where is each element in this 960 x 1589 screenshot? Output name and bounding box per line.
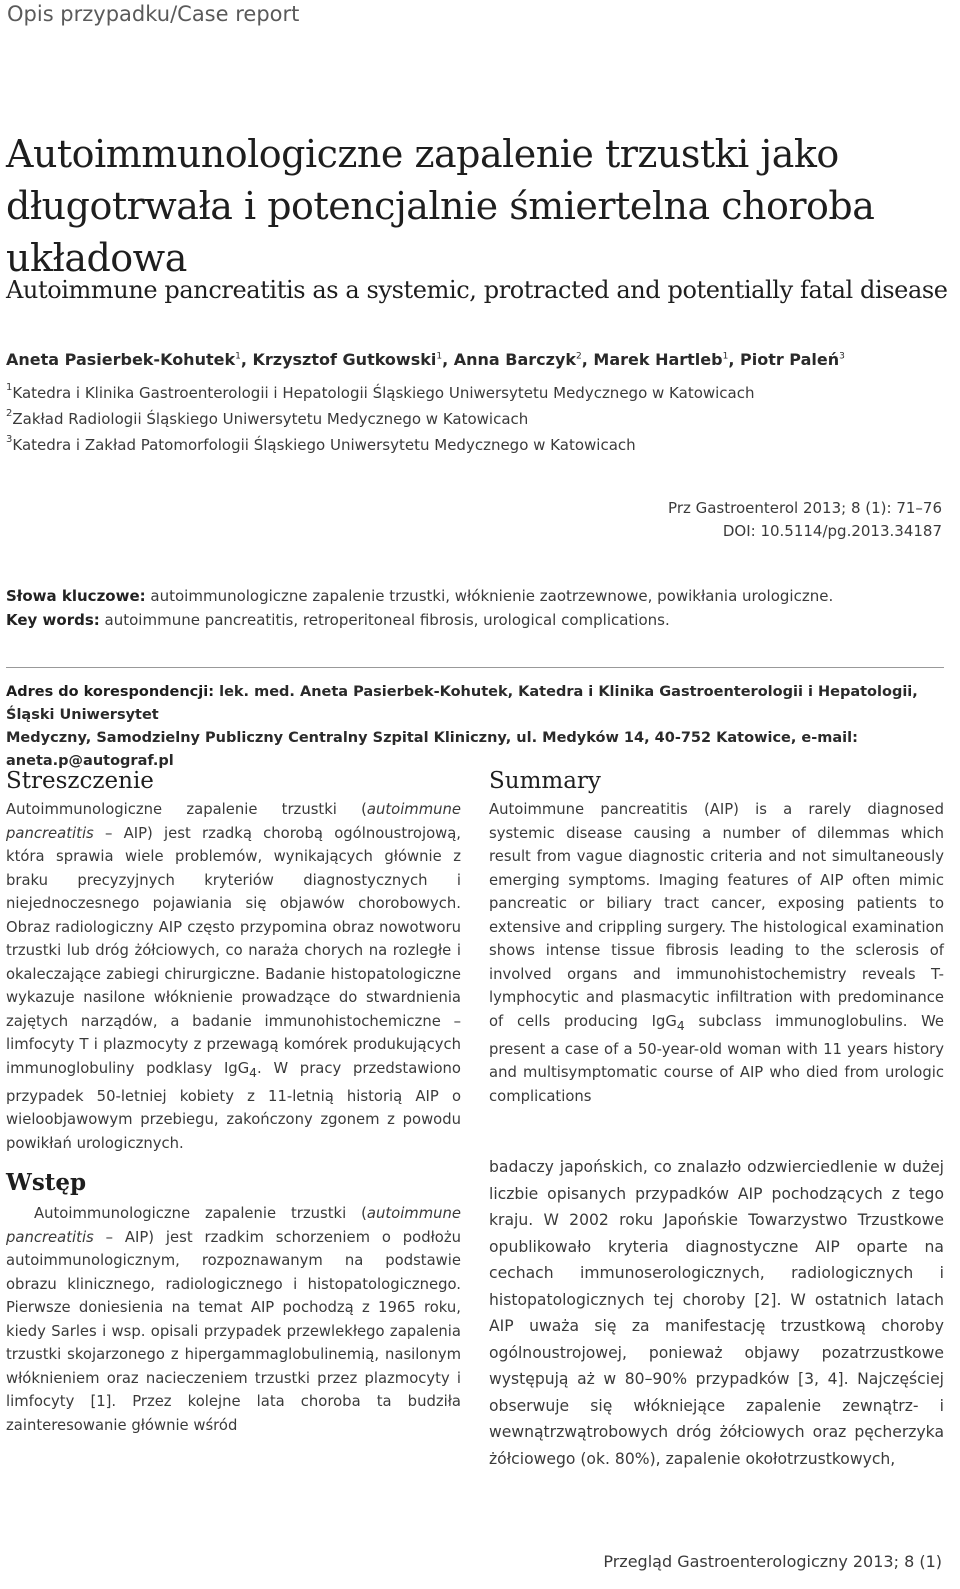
abstract-pl	[6, 768, 461, 1155]
keywords-en	[6, 611, 670, 629]
affiliation-number: 2	[6, 408, 13, 419]
divider	[6, 667, 944, 668]
intro-paragraph-continued: badaczy japońskich, co znalazło odzwierciedlenie w dużej liczbie opisanych przypadków AIP pochodzących z tego kraju. W 2002 roku Japońskie Towarzystwo Trzustkowe opublikowało kryteria diagnostyczne AIP oparte na cechach immunoserologicznych, radiologicznych i histopatologicznych tej choroby [2]. W ostatnich latach AIP uważa się za manifestację trzustkową choroby ogólnoustrojowej, ponieważ objawy pozatrzustkowe występują aż w 80–90% przypadków [3, 4]. Najczęściej obserwuje się włókniejące zapalenie zewnątrz- i wewnątrzwątrobowych dróg żółciowych oraz pęcherzyka żółciowego (ok. 80%), zapalenie okołotrzustkowych,	[489, 1158, 944, 1468]
summary-heading: Summary	[489, 768, 601, 794]
affiliation	[6, 384, 755, 402]
correspondence-text: lek. med. Aneta Pasierbek-Kohutek, Katedra i Klinika Gastroenterologii i Hepatologii, Śląski Uniwersytet	[6, 684, 918, 723]
author-separator: ,	[728, 350, 740, 369]
abstract-heading: Streszczenie	[6, 768, 154, 794]
author-affiliation-mark: 2	[576, 351, 582, 362]
affiliation-text: Zakład Radiologii Śląskiego Uniwersytetu Medycznego w Katowicach	[12, 410, 529, 428]
author-separator: ,	[442, 350, 454, 369]
abstract-en	[489, 768, 944, 1108]
author-separator: ,	[240, 350, 253, 369]
article-title-pl	[6, 128, 906, 284]
author-affiliation-mark: 1	[722, 351, 729, 362]
keywords-label: Key words:	[6, 611, 100, 629]
keywords-text: autoimmune pancreatitis, retroperitoneal fibrosis, urological complications.	[104, 611, 670, 629]
doi-link[interactable]: DOI: 10.5114/pg.2013.34187	[722, 522, 942, 540]
journal-citation: Prz Gastroenterol 2013; 8 (1): 71–76	[668, 499, 942, 517]
page-footer: Przegląd Gastroenterologiczny 2013; 8 (1)	[603, 1552, 942, 1571]
keywords-label: Słowa kluczowe:	[6, 587, 146, 605]
title-line: Autoimmunologiczne zapalenie trzustki jako	[6, 132, 839, 176]
author-name: Piotr Paleń	[739, 350, 840, 369]
section-label: Opis przypadku/Case report	[7, 2, 300, 26]
affiliation	[6, 436, 636, 454]
author-affiliation-mark: 1	[436, 351, 443, 362]
keywords-pl	[6, 587, 833, 605]
keywords-text: autoimmunologiczne zapalenie trzustki, włóknienie zaotrzewnowe, powikłania urologiczne.	[150, 587, 834, 605]
author-name: Marek Hartleb	[593, 350, 723, 369]
citation-block	[668, 497, 942, 543]
correspondence-label: Adres do korespondencji:	[6, 684, 215, 700]
intro-paragraph: Autoimmunologiczne zapalenie trzustki (autoimmune pancreatitis – AIP) jest rzadkim schorzeniem o podłożu autoimmunologicznym, rozpoznawanym na podstawie obrazu klinicznego, radiologicznego i histopatologicznego. Pierwsze doniesienia na temat AIP pochodzą z 1965 roku, kiedy Sarles i wsp. opisali przypadek przewlekłego zapalenia trzustki skojarzonego z hipergammaglobulinemią, nasilonym włóknieniem oraz nacieczeniem trzustki przez plazmocyty i limfocyty [1]. Przez kolejne lata choroba ta budziła zainteresowanie głównie wśród	[6, 1205, 461, 1434]
author-name: Krzysztof Gutkowski	[252, 350, 437, 369]
author-affiliation-mark: 3	[839, 351, 845, 362]
section-heading: Wstęp	[6, 1169, 87, 1196]
author-affiliation-mark: 1	[235, 351, 241, 362]
title-line: układowa	[6, 236, 187, 280]
correspondence-text: Medyczny, Samodzielny Publiczny Centralny Szpital Kliniczny, ul. Medyków 14, 40-752 Katowice, e-mail: aneta.p@autograf.pl	[6, 730, 858, 769]
author-name: Anna Barczyk	[453, 350, 577, 369]
affiliation-number: 1	[6, 382, 13, 393]
article-title-en: Autoimmune pancreatitis as a systemic, protracted and potentially fatal disease	[6, 276, 948, 304]
abstract-text: Autoimmunologiczne zapalenie trzustki (autoimmune pancreatitis – AIP) jest rzadką chorobą ogólnoustrojową, która sprawia wiele problemów, wynikających głównie z braku precyzyjnych kryteriów diagnostycznych i niejednoczesnego pojawiania się objawów chorobowych. Obraz radiologiczny AIP często przypomina obraz nowotworu trzustki lub dróg żółciowych, co naraża chorych na rozległe i okaleczające zabiegi chirurgiczne. Badanie histopatologiczne wykazuje nasilone włóknienie prowadzące do stwardnienia zajętych narządów, a badanie immunohistochemiczne – limfocyty T i plazmocyty z przewagą komórek produkujących immunoglobuliny podklasy IgG$_4$. W pracy przedstawiono przypadek 50-letniej kobiety z 11-letnią historią AIP o wieloobjawowym przebiegu, zakończony zgonem z powodu powikłań urologicznych.	[6, 801, 461, 1152]
affiliation-text: Katedra i Zakład Patomorfologii Śląskiego Uniwersytetu Medycznego w Katowicach	[12, 436, 636, 454]
affiliation-text: Katedra i Klinika Gastroenterologii i Hepatologii Śląskiego Uniwersytetu Medycznego w Katowicach	[12, 384, 755, 402]
affiliation	[6, 410, 528, 428]
correspondence	[6, 681, 946, 773]
summary-text: Autoimmune pancreatitis (AIP) is a rarely diagnosed systemic disease causing a number of dilemmas which result from vague diagnostic criteria and not simultaneously emerging symptoms. Imaging features of AIP often mimic pancreatic or biliary tract cancer, exposing patients to extensive and crippling surgery. The histological examination shows intense tissue fibrosis leading to the sclerosis of involved organs and immunohistochemistry reveals T-lymphocytic and plasmacytic infiltration with predominance of cells producing IgG$_4$ subclass immunoglobulins. We present a case of a 50-year-old woman with 11 years history and multisymptomatic course of AIP who died from urologic complications	[489, 801, 944, 1105]
intro-section	[6, 1169, 461, 1437]
author-separator: ,	[581, 350, 594, 369]
author-name: Aneta Pasierbek-Kohutek	[6, 350, 236, 369]
title-line: długotrwała i potencjalnie śmiertelna choroba	[6, 184, 875, 228]
affiliation-number: 3	[6, 434, 13, 445]
author-list	[6, 350, 845, 369]
